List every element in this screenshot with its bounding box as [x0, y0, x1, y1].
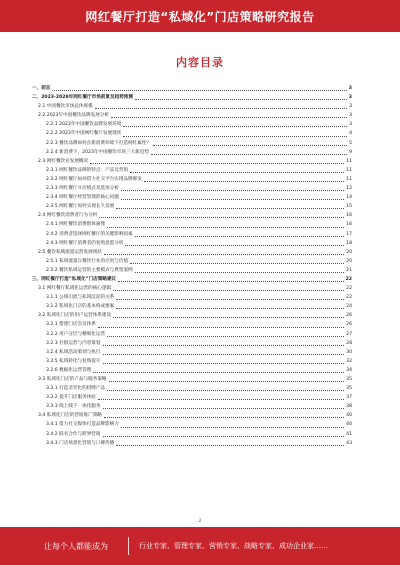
toc-entry-title: 3.3.3 线上线下一体化服务	[46, 404, 101, 410]
toc-leader-dots	[135, 236, 344, 237]
toc-entry-title: 2.5.2 餐饮私域运营的主要模式与典型案例	[46, 267, 133, 273]
toc-entry[interactable]	[32, 302, 352, 311]
toc-entry[interactable]	[32, 320, 352, 329]
toc-entry-page: 22	[345, 276, 352, 282]
toc-entry-title: 2.2.4 新消费下，2023年中国餐饮市场三大新趋势	[46, 149, 149, 155]
toc-entry-page: 43	[346, 440, 352, 446]
toc-entry[interactable]	[32, 120, 352, 129]
toc-leader-dots	[107, 227, 344, 228]
toc-entry-page: 5	[349, 140, 352, 146]
toc-entry-page: 21	[346, 267, 352, 273]
toc-entry-page: 20	[346, 258, 352, 264]
toc-leader-dots	[103, 436, 345, 437]
toc-entry[interactable]	[32, 248, 352, 257]
toc-entry-page: 22	[346, 295, 352, 301]
toc-entry[interactable]	[32, 402, 352, 411]
toc-entry-title: 一、前言	[32, 86, 51, 91]
toc-entry-title: 2.2.1 2023年中国餐饮品牌发展环境	[46, 122, 122, 128]
toc-leader-dots	[99, 217, 344, 218]
toc-entry-page: 3	[349, 122, 352, 128]
toc-entry-title: 2.3.1 网红餐饮品牌的特点：产品及营销	[46, 167, 129, 173]
toc-entry-page: 3	[349, 113, 352, 119]
toc-leader-dots	[130, 172, 344, 173]
toc-entry[interactable]	[32, 275, 352, 284]
toc-entry-page: 16	[346, 213, 352, 219]
toc-leader-dots	[116, 445, 344, 446]
toc-entry-title: 3.1.2 私域化门店的基本构成要素	[46, 304, 115, 310]
toc-entry-page: 16	[346, 222, 352, 228]
toc-entry-title: 3.2.6 数据化运营管理	[46, 367, 92, 373]
toc-entry[interactable]	[32, 139, 352, 148]
toc-entry-page: 3	[348, 95, 352, 101]
toc-entry[interactable]	[32, 202, 352, 211]
toc-leader-dots	[98, 399, 344, 400]
toc-entry[interactable]	[32, 84, 352, 93]
toc-entry-page: 38	[346, 404, 352, 410]
toc-leader-dots	[93, 372, 344, 373]
toc-entry[interactable]	[32, 184, 352, 193]
toc-entry-page: 37	[346, 395, 352, 401]
toc-entry[interactable]	[32, 230, 352, 239]
toc-entry-title: 2.4.3 网红餐厅消费者的复购意愿分析	[46, 240, 124, 246]
toc-entry[interactable]	[32, 239, 352, 248]
toc-entry[interactable]	[32, 266, 352, 275]
toc-entry-title: 3.3.1 打造差异化的招牌产品	[46, 386, 106, 392]
toc-entry-page: 18	[346, 240, 352, 246]
toc-entry-page: 4	[349, 131, 352, 137]
toc-entry-page: 9	[349, 149, 352, 155]
toc-entry-page: 11	[346, 176, 352, 182]
toc-leader-dots	[109, 381, 345, 382]
toc-entry-title: 2.2 2023年中国餐饮品牌发展分析	[38, 113, 109, 119]
toc-entry-title: 3.3.2 提升门店服务体验	[46, 395, 96, 401]
toc-entry-page: 14	[346, 195, 352, 201]
toc-leader-dots	[135, 99, 347, 100]
toc-entry-title: 3.2.1 搭建门店会员体系	[46, 322, 96, 328]
toc-entry[interactable]	[32, 129, 352, 138]
toc-entry-page: 26	[346, 322, 352, 328]
toc-leader-dots	[103, 408, 345, 409]
toc-entry-page: 28	[346, 340, 352, 346]
toc-entry-title: 2.3.3 网红餐厅开店模式及选址分析	[46, 186, 119, 192]
toc-leader-dots	[123, 126, 347, 127]
toc-leader-dots	[52, 90, 346, 91]
toc-leader-dots	[104, 417, 344, 418]
toc-entry-title: 3.2 私域化门店的用户运营体系建设	[38, 313, 112, 319]
toc-leader-dots	[116, 299, 344, 300]
toc-entry[interactable]	[32, 211, 352, 220]
toc-entry-page: 41	[346, 431, 352, 437]
toc-entry-page: 12	[346, 186, 352, 192]
page-number: 2	[198, 518, 202, 523]
toc-leader-dots	[113, 317, 344, 318]
toc-entry-page: 24	[346, 304, 352, 310]
toc-entry[interactable]	[32, 384, 352, 393]
toc-entry[interactable]	[32, 166, 352, 175]
toc-entry-page: 30	[346, 349, 352, 355]
toc-entry-title: 2.3 网红餐饮业发展概况	[38, 158, 89, 164]
toc-entry-page: 34	[346, 367, 352, 373]
toc-entry[interactable]	[32, 293, 352, 302]
toc-entry[interactable]	[32, 148, 352, 157]
toc-entry[interactable]	[32, 102, 352, 111]
toc-entry[interactable]	[32, 348, 352, 357]
toc-entry-page: 3	[349, 104, 352, 110]
toc-entry-title: 3.3 私域化门店的产品与服务策略	[38, 377, 107, 382]
toc-entry-title: 3.4.2 联名合作与跨界营销	[46, 431, 101, 437]
toc-entry-page: 27	[346, 331, 352, 337]
toc-entry[interactable]	[32, 439, 352, 448]
toc-leader-dots	[125, 245, 344, 246]
toc-entry-title: 2.3.2 网红餐厅如何借力社交平台实现品牌爆发	[46, 176, 142, 182]
toc-leader-dots	[111, 117, 347, 118]
toc-leader-dots	[153, 145, 347, 146]
toc-leader-dots	[98, 327, 344, 328]
toc-entry-title: 2.2.2 2023年中国网红餐厅发展现状	[46, 131, 122, 137]
toc-entry[interactable]	[32, 193, 352, 202]
toc-leader-dots	[103, 363, 345, 364]
toc-entry-title: 2.4.2 消费者选择网红餐厅的关键影响因素	[46, 231, 133, 237]
toc-entry-title: 3.2.3 社群运营与内容策划	[46, 340, 101, 346]
toc-entry-title: 2.5.1 私域流量在餐饮行业的应用与价值	[46, 258, 129, 264]
toc-leader-dots	[116, 208, 344, 209]
toc-entry[interactable]	[32, 284, 352, 293]
toc-leader-dots	[104, 254, 344, 255]
footer-slogan: 让每个人都能成为	[44, 541, 108, 551]
toc-entry-title: 2.1 中国餐饮市场总体规模	[38, 104, 93, 110]
toc-leader-dots	[123, 136, 347, 137]
toc-entry[interactable]	[32, 357, 352, 366]
toc-entry[interactable]	[32, 93, 352, 102]
toc-entry-page: 22	[346, 286, 352, 292]
toc-entry[interactable]	[32, 220, 352, 229]
toc-entry[interactable]	[32, 339, 352, 348]
toc-entry[interactable]	[32, 157, 352, 166]
toc-entry-page: 20	[346, 249, 352, 255]
toc-entry-page: 15	[346, 204, 352, 210]
toc-entry-page: 17	[346, 231, 352, 237]
toc-entry-page: 35	[346, 377, 352, 382]
report-title: 网红餐厅打造“私域化”门店策略研究报告	[85, 9, 315, 24]
toc-entry[interactable]	[32, 111, 352, 120]
footer-roles: 行业专家、管理专家、营销专家、战略专家、成功企业家……	[139, 542, 328, 550]
toc-leader-dots	[135, 272, 344, 273]
toc-entry[interactable]	[32, 366, 352, 375]
toc-entry-page: 40	[346, 413, 352, 419]
toc-leader-dots	[144, 181, 344, 182]
toc-entry-page: 11	[346, 158, 352, 164]
toc-heading: 内容目录	[176, 56, 224, 69]
toc-leader-dots	[90, 163, 344, 164]
toc-entry[interactable]	[32, 311, 352, 320]
toc-leader-dots	[103, 345, 345, 346]
toc-entry[interactable]	[32, 257, 352, 266]
toc-entry-title: 2.4 网红餐饮消费者行为分析	[38, 213, 98, 219]
toc-entry[interactable]	[32, 330, 352, 339]
toc-leader-dots	[121, 190, 344, 191]
toc-entry-title: 3.4.1 借力社交媒体打造品牌影响力	[46, 422, 119, 428]
table-of-contents	[32, 84, 352, 448]
toc-entry-title: 3.2.5 私域转化与复购提升	[46, 358, 101, 364]
toc-entry[interactable]	[32, 375, 352, 384]
toc-entry-title: 2.2.3 餐饮品牌如何在新消费环境下打造网红属性？	[46, 140, 152, 146]
toc-entry-title: 三、网红餐厅打造“私域化”门店策略建议	[32, 276, 117, 282]
toc-leader-dots	[118, 281, 343, 282]
toc-entry-title: 2.3.5 网红餐厅如何实现长久发展	[46, 204, 115, 210]
toc-entry-title: 2.5 餐饮私域流量运营发展现状	[38, 249, 102, 255]
toc-entry-page: 26	[346, 313, 352, 319]
toc-leader-dots	[95, 108, 347, 109]
toc-entry[interactable]	[32, 411, 352, 420]
toc-entry-title: 3.1.1 公域引流与私域沉淀的关系	[46, 295, 115, 301]
toc-leader-dots	[116, 308, 344, 309]
footer-divider	[128, 537, 129, 555]
toc-entry[interactable]	[32, 393, 352, 402]
toc-entry-page: 40	[346, 422, 352, 428]
toc-entry-title: 2.3.4 网红餐厅经营管理的核心问题	[46, 195, 119, 201]
toc-entry[interactable]	[32, 420, 352, 429]
toc-leader-dots	[121, 427, 344, 428]
toc-entry-page: 3	[348, 86, 352, 91]
toc-leader-dots	[121, 199, 344, 200]
toc-leader-dots	[107, 390, 344, 391]
toc-leader-dots	[151, 154, 347, 155]
toc-leader-dots	[103, 354, 345, 355]
toc-entry-page: 35	[346, 386, 352, 392]
toc-entry-title: 2.4.1 网红餐饮消费群体画像	[46, 222, 106, 228]
report-header-bar	[0, 0, 400, 32]
toc-entry-page: 32	[346, 358, 352, 364]
toc-entry-page: 11	[346, 167, 352, 173]
toc-entry-title: 3.2.4 私域活动策划与执行	[46, 349, 101, 355]
toc-leader-dots	[130, 263, 344, 264]
toc-entry[interactable]	[32, 175, 352, 184]
toc-leader-dots	[107, 336, 344, 337]
footer-bar	[0, 527, 400, 565]
toc-entry-title: 3.4 私域化门店的营销推广策略	[38, 413, 102, 419]
toc-leader-dots	[113, 290, 344, 291]
toc-entry-title: 3.1 网红餐厅私域化运营的核心逻辑	[38, 286, 112, 292]
toc-entry[interactable]	[32, 430, 352, 439]
toc-entry-title: 3.2.2 用户分层与精细化运营	[46, 331, 106, 337]
toc-entry-title: 二、2023-2028年网红餐厅市场前景及趋势预测	[32, 95, 133, 101]
toc-entry-title: 3.4.3 门店场景化营销与口碑传播	[46, 440, 115, 446]
